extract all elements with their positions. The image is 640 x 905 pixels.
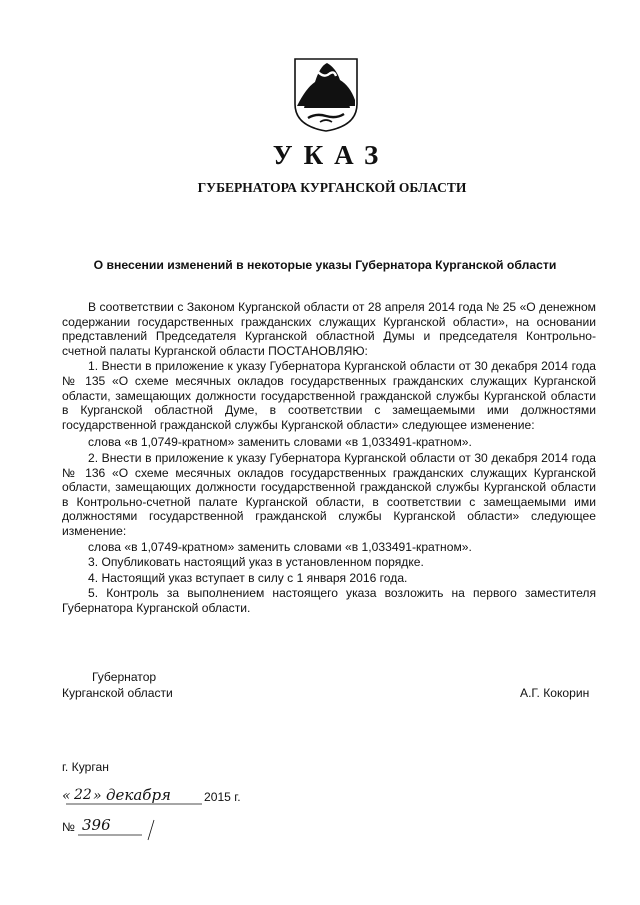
document-subtitle: ГУБЕРНАТОРА КУРГАНСКОЙ ОБЛАСТИ (197, 180, 467, 195)
item-2-change: слова «в 1,0749-кратном» заменить словами «в 1,033491-кратном». (88, 539, 472, 554)
date-underline (62, 802, 204, 806)
signatory-name: А.Г. Кокорин (520, 686, 590, 700)
decree-body (62, 300, 596, 615)
date-line (62, 786, 302, 810)
item-1-change: слова «в 1,0749-кратном» заменить словами «в 1,033491-кратном». (88, 435, 472, 450)
decree-heading: О внесении изменений в некоторые указы Губернатора Курганской области (93, 258, 557, 272)
date-month: декабря (106, 786, 171, 804)
date-quote-open: « (62, 788, 71, 804)
signature-position-line1: Губернатор (92, 670, 157, 684)
decree-number-line (62, 818, 182, 842)
item-4-paragraph: 4. Настоящий указ вступает в силу с 1 января 2016 года. (88, 570, 408, 585)
date-day: 22 (74, 787, 92, 803)
item-5-paragraph: 5. Контроль за выполнением настоящего указа возложить на первого заместителя Губернатора Курганской области. (62, 586, 596, 615)
place-of-signing: г. Курган (62, 760, 109, 774)
decree-number: 396 (82, 816, 111, 834)
item-2-paragraph: 2. Внести в приложение к указу Губернатора Курганской области от 30 декабря 2014 года № 136 «О схеме месячных окладов государственных гражданских служащих Курганской области, замещающих должности государственной гражданской службы Курганской области в Контрольно-счетной палате Курганской области, в соответствии с замещаемыми ими должностями государственной гражданской службы Курганской области» следующее изменение: (62, 450, 596, 538)
item-1-paragraph: 1. Внести в приложение к указу Губернатора Курганской области от 30 декабря 2014 года № 135 «О схеме месячных окладов государственных гражданских служащих Курганской области, замещающих должности государственной гражданской службы Курганской области в Курганской областной Думе, в соответствии с замещаемыми ими должностями государственной гражданской службы Курганской области» следующее изменение: (62, 359, 596, 432)
date-quote-close: » (93, 788, 102, 804)
document-title: УКАЗ (272, 140, 390, 170)
coat-of-arms-icon (294, 58, 358, 132)
number-underline (62, 818, 182, 842)
number-label: № (62, 820, 75, 834)
signature-position-line2: Курганской области (62, 686, 173, 700)
preamble-paragraph: В соответствии с Законом Курганской области от 28 апреля 2014 года № 25 «О денежном содержании государственных гражданских служащих Курганской области», на основании представлений Председателя Курганской областной Думы и председателя Контрольно-счетной палаты Курганской области ПОСТАНОВЛЯЮ: (62, 300, 596, 358)
item-3-paragraph: 3. Опубликовать настоящий указ в установленном порядке. (88, 555, 424, 570)
date-year: 2015 г. (204, 790, 241, 804)
